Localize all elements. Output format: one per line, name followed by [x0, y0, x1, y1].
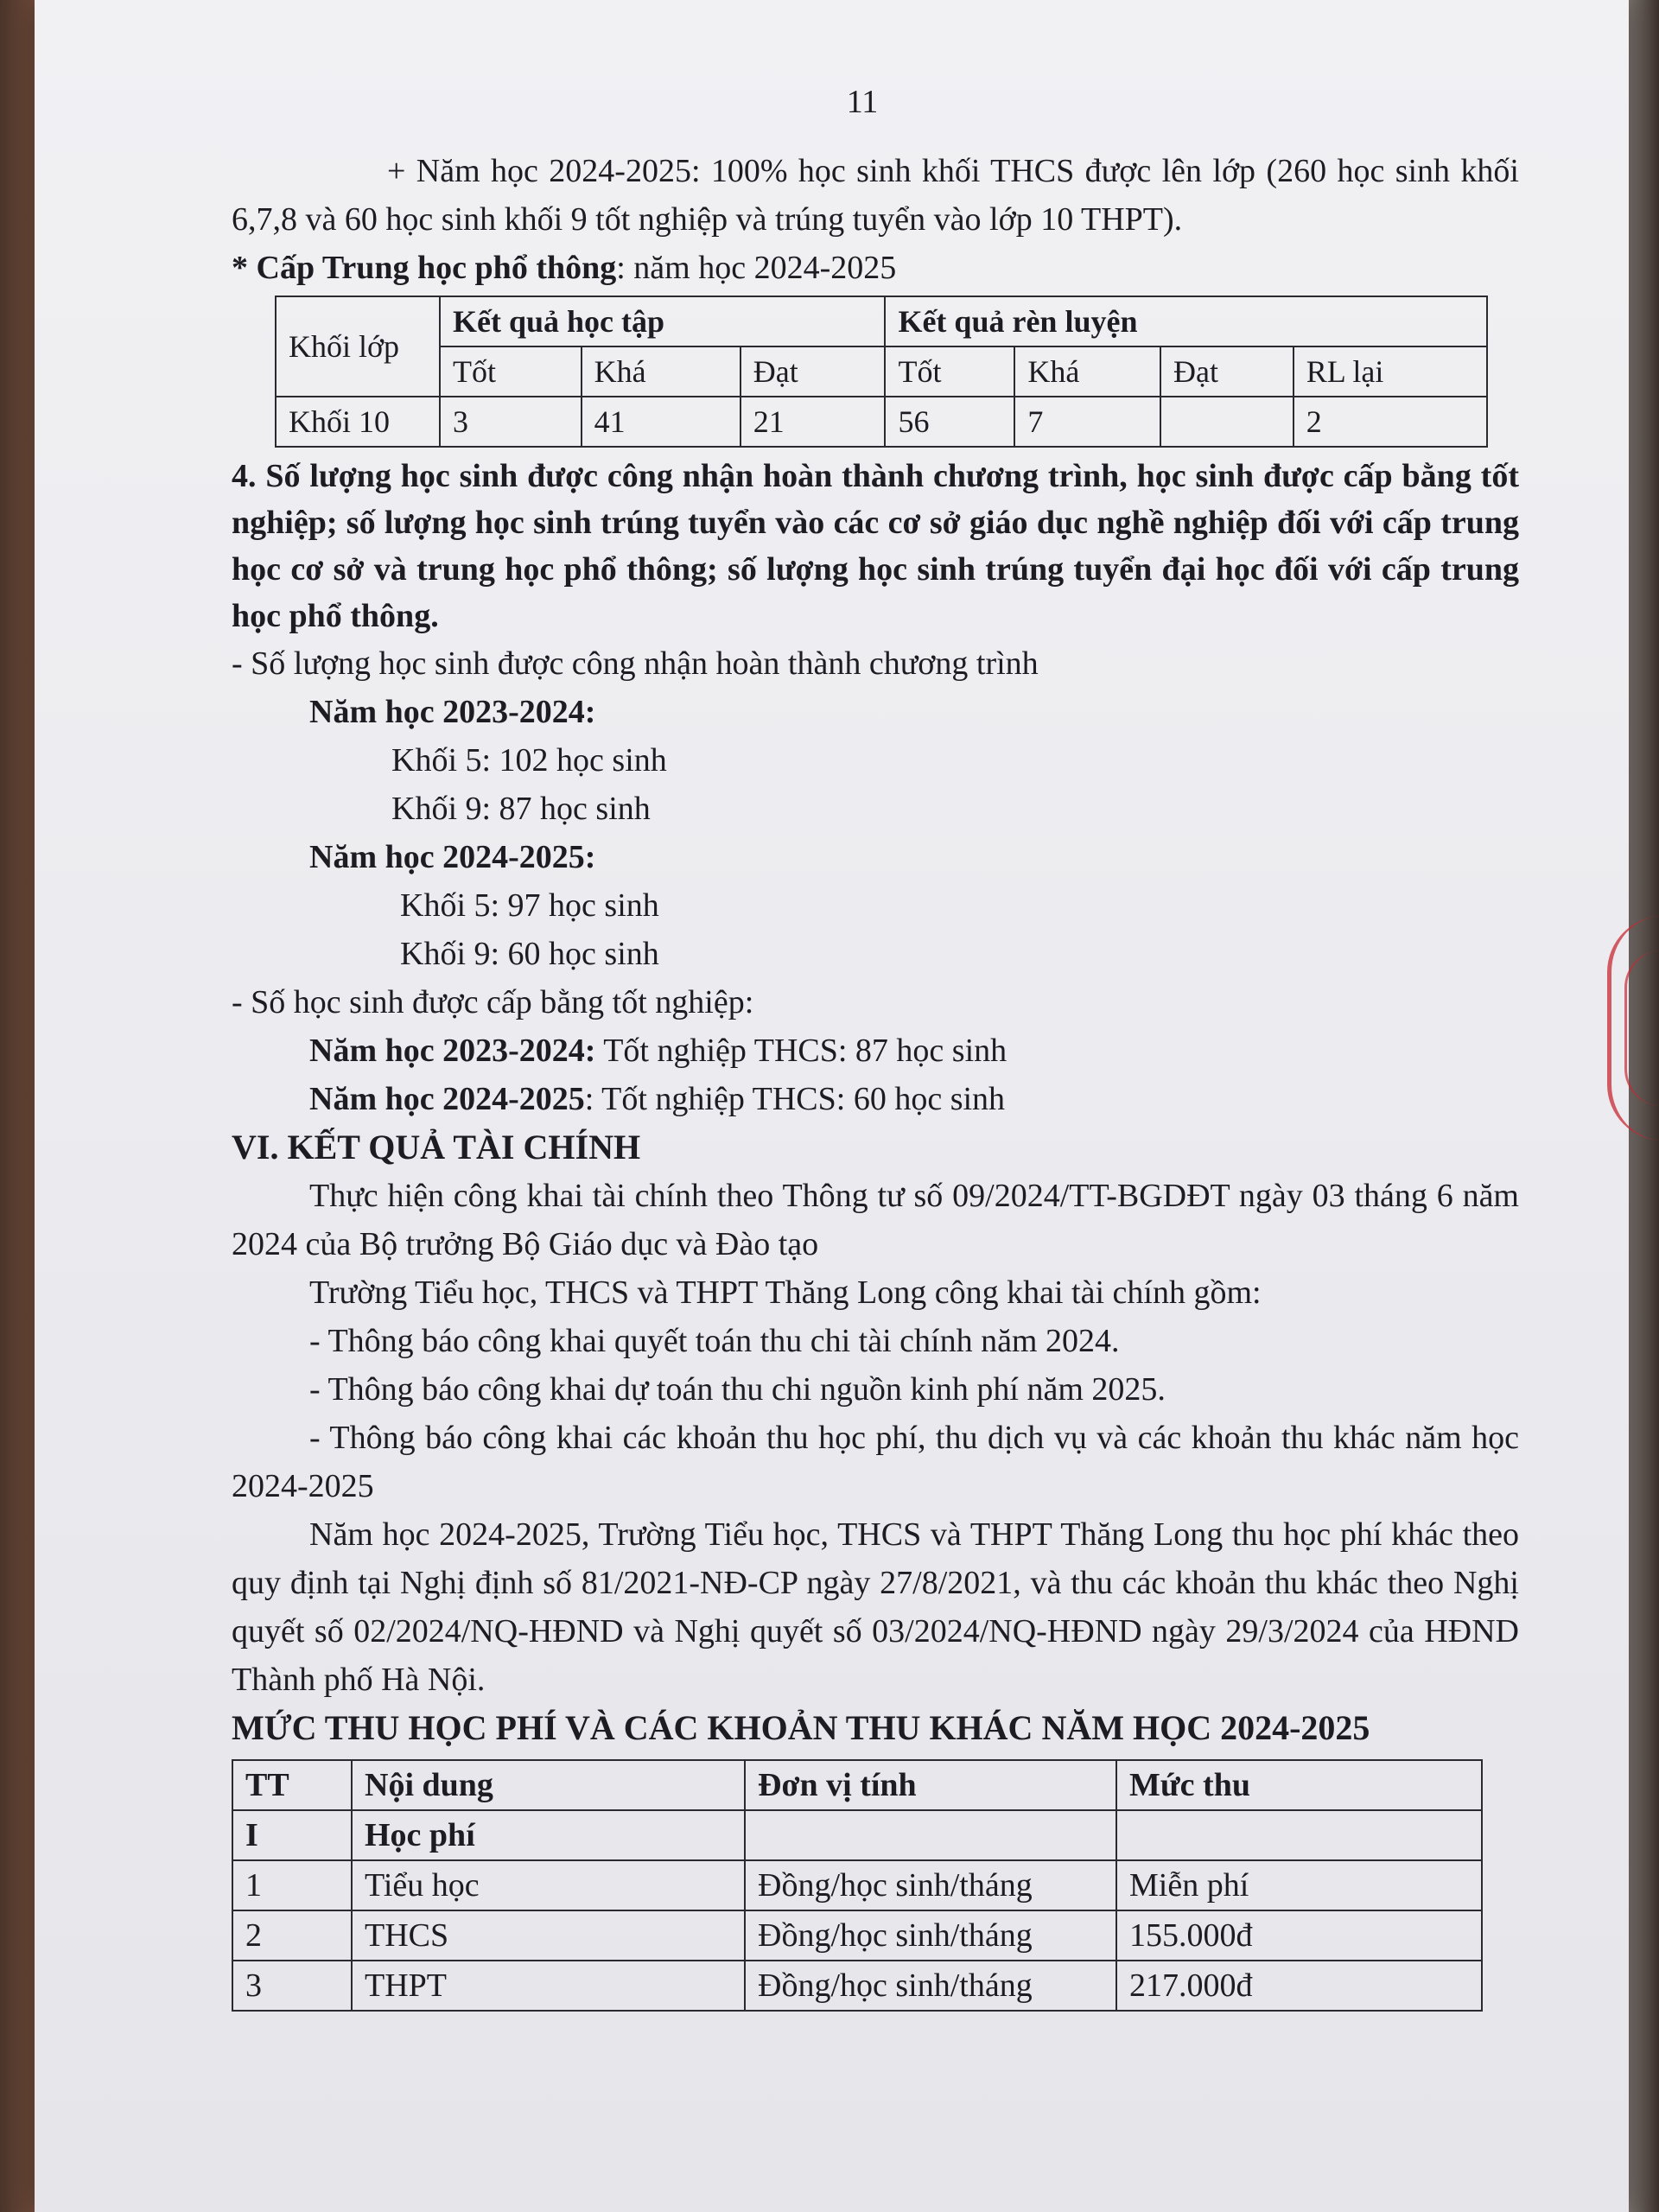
- table-cell: 56: [885, 397, 1014, 447]
- thpt-heading-rest: : năm học 2024-2025: [616, 250, 897, 286]
- sub-header: Tốt: [885, 346, 1014, 397]
- table-header-row: [232, 1760, 1482, 1810]
- section4-heading: 4. Số lượng học sinh được công nhận hoàn thành chương trình, học sinh được cấp bằng tốt nghiệp; số lượng học sinh trúng tuyển vào các cơ sở giáo dục nghề nghiệp đối với cấp trung học cơ sở và trung học phổ thông; số lượng học sinh trúng tuyển đại học đối với cấp trung học phổ thông.: [232, 458, 1519, 634]
- table-cell: 21: [741, 397, 886, 447]
- section6-heading: VI. KẾT QUẢ TÀI CHÍNH: [232, 1128, 641, 1166]
- finance-bullet-2: - Thông báo công khai dự toán thu chi nguồn kinh phí năm 2025.: [309, 1371, 1166, 1408]
- finance-paragraph-2: Trường Tiểu học, THCS và THPT Thăng Long công khai tài chính gồm:: [309, 1274, 1262, 1311]
- diploma-2024-value: : Tốt nghiệp THCS: 60 học sinh: [584, 1081, 1006, 1117]
- table-cell: 2: [1294, 397, 1487, 447]
- header-tt: TT: [232, 1760, 352, 1810]
- table-cell: 1: [232, 1860, 352, 1910]
- fee-table-title: MỨC THU HỌC PHÍ VÀ CÁC KHOẢN THU KHÁC NĂM HỌC 2024-2025: [232, 1708, 1370, 1747]
- table-cell: [1160, 397, 1294, 447]
- page-content: [232, 78, 1519, 2012]
- diploma-2023-label: Năm học 2023-2024:: [309, 1033, 596, 1069]
- header-muc-thu: Mức thu: [1116, 1760, 1482, 1810]
- header-noi-dung: Nội dung: [352, 1760, 745, 1810]
- table-cell: Miễn phí: [1116, 1860, 1482, 1910]
- table-cell: Đồng/học sinh/tháng: [745, 1860, 1116, 1910]
- table-cell: 7: [1014, 397, 1160, 447]
- sub-header: Đạt: [1160, 346, 1294, 397]
- table-row: [232, 1860, 1482, 1910]
- finance-paragraph-1: Thực hiện công khai tài chính theo Thông tư số 09/2024/TT-BGDĐT ngày 03 tháng 6 năm 2024 của Bộ trưởng Bộ Giáo dục và Đào tạo: [232, 1178, 1519, 1262]
- thpt-results-table: [275, 296, 1488, 448]
- finance-paragraph-3: Năm học 2024-2025, Trường Tiểu học, THCS và THPT Thăng Long thu học phí khác theo quy định tại Nghị định số 81/2021-NĐ-CP ngày 27/8/2021, và thu các khoản thu khác theo Nghị quyết số 02/2024/NQ-HĐND và Nghị quyết số 03/2024/NQ-HĐND ngày 29/3/2024 của HĐND Thành phố Hà Nội.: [232, 1516, 1519, 1698]
- table-cell: THPT: [352, 1961, 745, 2011]
- table-cell: I: [232, 1810, 352, 1860]
- table-cell: 155.000đ: [1116, 1910, 1482, 1961]
- sub-header: RL lại: [1294, 346, 1487, 397]
- col-khoi-lop: Khối lớp: [276, 296, 440, 397]
- table-cell: 3: [440, 397, 582, 447]
- header-don-vi: Đơn vị tính: [745, 1760, 1116, 1810]
- group-hoc-tap: Kết quả học tập: [440, 296, 885, 346]
- diploma-title: - Số học sinh được cấp bằng tốt nghiệp:: [232, 984, 754, 1020]
- table-cell: Đồng/học sinh/tháng: [745, 1961, 1116, 2011]
- thpt-heading: [232, 244, 1519, 292]
- table-cell: [745, 1810, 1116, 1860]
- table-cell: Đồng/học sinh/tháng: [745, 1910, 1116, 1961]
- intro-paragraph: + Năm học 2024-2025: 100% học sinh khối THCS được lên lớp (260 học sinh khối 6,7,8 và 60 học sinh khối 9 tốt nghiệp và trúng tuyển vào lớp 10 THPT).: [232, 153, 1519, 238]
- completion-title: - Số lượng học sinh được công nhận hoàn thành chương trình: [232, 645, 1039, 682]
- k9-2023: Khối 9: 87 học sinh: [391, 791, 651, 827]
- fee-table: [232, 1759, 1483, 2012]
- year-2024-label: Năm học 2024-2025:: [309, 839, 596, 875]
- group-ren-luyen: Kết quả rèn luyện: [885, 296, 1487, 346]
- thpt-heading-bold: * Cấp Trung học phổ thông: [232, 250, 617, 286]
- table-row: [232, 1961, 1482, 2011]
- year-2023-label: Năm học 2023-2024:: [309, 694, 596, 730]
- sub-header: Đạt: [741, 346, 886, 397]
- table-row: [232, 1910, 1482, 1961]
- finance-bullet-3: - Thông báo công khai các khoản thu học phí, thu dịch vụ và các khoản thu khác năm học 2024-2025: [232, 1420, 1519, 1504]
- table-cell: 3: [232, 1961, 352, 2011]
- table-cell: Khối 10: [276, 397, 440, 447]
- k9-2024: Khối 9: 60 học sinh: [400, 936, 659, 972]
- table-cell: Tiểu học: [352, 1860, 745, 1910]
- sub-header: Khá: [1014, 346, 1160, 397]
- table-cell: THCS: [352, 1910, 745, 1961]
- table-row: [276, 397, 1487, 447]
- table-cell: 217.000đ: [1116, 1961, 1482, 2011]
- sub-header: Tốt: [440, 346, 582, 397]
- diploma-2024: [232, 1075, 1519, 1123]
- k5-2023: Khối 5: 102 học sinh: [391, 742, 667, 779]
- table-cell: 41: [582, 397, 741, 447]
- table-cell: 2: [232, 1910, 352, 1961]
- page-number: 11: [846, 84, 879, 120]
- finance-bullet-1: - Thông báo công khai quyết toán thu chi tài chính năm 2024.: [309, 1323, 1120, 1359]
- table-cell: Học phí: [352, 1810, 745, 1860]
- diploma-2024-label: Năm học 2024-2025: [309, 1081, 585, 1117]
- red-stamp-inner-ring: [1624, 950, 1659, 1106]
- diploma-2023: [232, 1027, 1519, 1075]
- diploma-2023-value: Tốt nghiệp THCS: 87 học sinh: [595, 1033, 1007, 1069]
- k5-2024: Khối 5: 97 học sinh: [400, 887, 659, 924]
- table-row: [232, 1810, 1482, 1860]
- table-cell: [1116, 1810, 1482, 1860]
- sub-header: Khá: [582, 346, 741, 397]
